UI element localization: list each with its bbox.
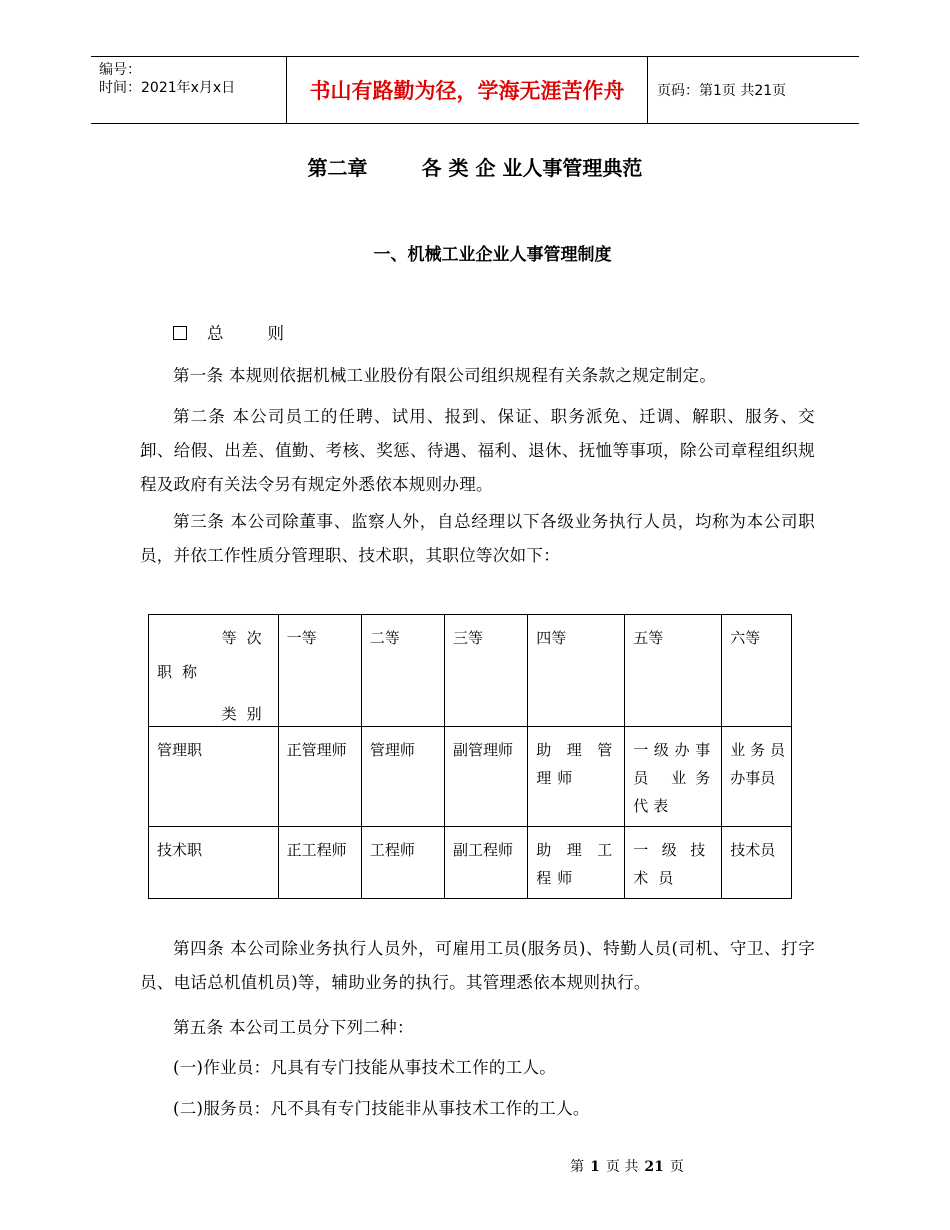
- number-label: 编号：: [99, 62, 141, 78]
- table-cell: 副管理师: [445, 727, 528, 827]
- page-footer: [0, 1156, 950, 1176]
- chapter-name: 各 类 企 业人事管理典范: [421, 156, 643, 180]
- grade-header: 一等: [278, 615, 361, 727]
- article-3: 第三条 本公司除董事、监察人外，自总经理以下各级业务执行人员，均称为本公司职员，并依工作性质分管理职、技术职，其职位等次如下：: [140, 512, 815, 565]
- row-category: 管理职: [149, 727, 279, 827]
- corner-grade-label: 等次: [221, 629, 272, 647]
- table-corner-cell: [149, 615, 279, 727]
- table-cell: 正管理师: [278, 727, 361, 827]
- table-cell: 正工程师: [278, 827, 361, 899]
- footer-total-pages: 21: [644, 1159, 664, 1175]
- chapter-number: 第二章: [307, 156, 368, 180]
- page-header: [91, 56, 859, 124]
- table-cell: 副工程师: [445, 827, 528, 899]
- article-5-item-2: (二)服务员：凡不具有专门技能非从事技术工作的工人。: [173, 1099, 590, 1118]
- grade-header: 六等: [722, 615, 792, 727]
- checkbox-icon: [173, 326, 187, 340]
- table-cell: 一级技术员: [625, 827, 722, 899]
- table-cell: 管理师: [361, 727, 444, 827]
- row-category: 技术职: [149, 827, 279, 899]
- general-heading-a: 总: [207, 324, 224, 343]
- table-cell: 技术员: [722, 827, 792, 899]
- table-cell: 工程师: [361, 827, 444, 899]
- table-cell: 一级办事员 业务代表: [625, 727, 722, 827]
- section-title: 一、机械工业企业人事管理制度: [373, 245, 612, 265]
- article-5-item-1: (一)作业员：凡具有专门技能从事技术工作的工人。: [173, 1058, 557, 1077]
- header-motto: 书山有路勤为径，学海无涯苦作舟: [286, 57, 648, 123]
- chapter-title: [0, 152, 950, 181]
- footer-middle: 页 共: [605, 1159, 639, 1175]
- article-2: 第二条 本公司员工的任聘、试用、报到、保证、职务派免、迁调、解职、服务、交卸、给假、出差、值勤、考核、奖惩、待遇、福利、退休、抚恤等事项，除公司章程组织规程及政府有关法令另有规定外悉依本规则办理。: [140, 407, 815, 494]
- corner-category-label: 类别: [221, 705, 272, 723]
- table-row: [149, 727, 792, 827]
- table-cell: 业务员办事员: [722, 727, 792, 827]
- header-meta: [99, 61, 289, 97]
- table-row: [149, 827, 792, 899]
- corner-title-label: 职称: [157, 663, 208, 681]
- article-5: 第五条 本公司工员分下列二种：: [173, 1018, 414, 1037]
- footer-suffix: 页: [669, 1159, 684, 1175]
- general-heading-b: 则: [267, 324, 284, 343]
- header-page-info: 页码：第1页 共21页: [657, 83, 787, 99]
- table-cell: 助理工程师: [528, 827, 625, 899]
- grade-table: [148, 614, 792, 899]
- grade-header: 二等: [361, 615, 444, 727]
- time-label: 时间：2021年x月x日: [99, 80, 236, 96]
- footer-current-page: 1: [590, 1159, 600, 1175]
- article-1: 第一条 本规则依据机械工业股份有限公司组织规程有关条款之规定制定。: [173, 366, 717, 385]
- general-heading: [173, 317, 284, 351]
- table-header-row: [149, 615, 792, 727]
- grade-header: 三等: [445, 615, 528, 727]
- table-cell: 助理管理师: [528, 727, 625, 827]
- article-4: 第四条 本公司除业务执行人员外，可雇用工员(服务员)、特勤人员(司机、守卫、打字员、电话总机值机员)等，辅助业务的执行。其管理悉依本规则执行。: [140, 939, 815, 992]
- grade-header: 四等: [528, 615, 625, 727]
- footer-prefix: 第: [570, 1159, 585, 1175]
- grade-header: 五等: [625, 615, 722, 727]
